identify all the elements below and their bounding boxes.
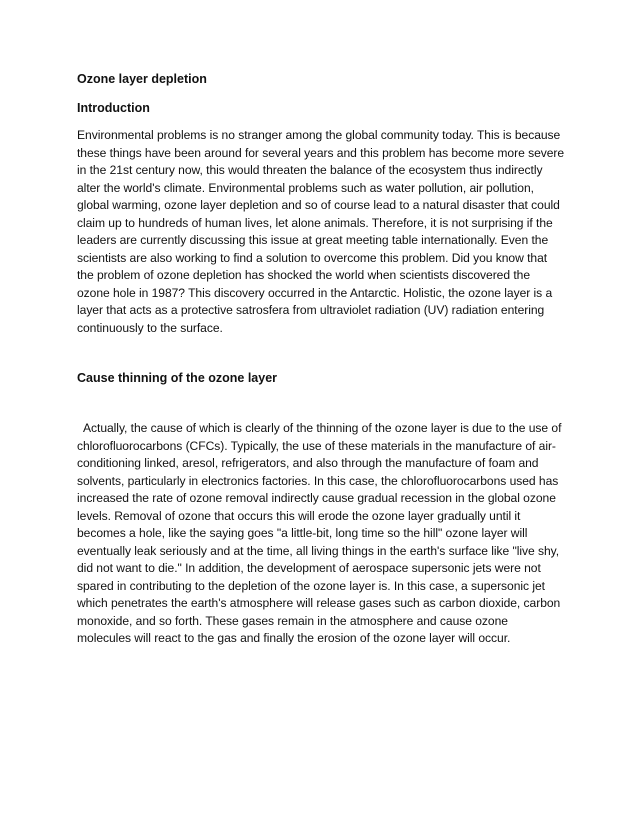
document-title: Ozone layer depletion <box>77 72 207 86</box>
introduction-heading: Introduction <box>77 101 150 115</box>
document-body <box>77 71 565 648</box>
cause-section-heading: Cause thinning of the ozone layer <box>77 371 278 385</box>
cause-paragraph: Actually, the cause of which is clearly of the thinning of the ozone layer is due to the use of chlorofluorocarbons (CFCs). Typically, the use of these materials in the manufacture of air-conditioning linked, aresol, refrigerators, and also through the manufacture of foam and solvents, particularly in electronics factories. In this case, the chlorofluorocarbons used has increased the rate of ozone removal indirectly cause gradual recession in the global ozone levels. Removal of ozone that occurs this will erode the ozone layer gradually until it becomes a hole, like the saying goes "a little-bit, long time so the hill" ozone layer will eventually leak seriously and at the time, all living things in the earth's surface like "live shy, did not want to die." In addition, the development of aerospace supersonic jets were not spared in contributing to the depletion of the ozone layer is. In this case, a supersonic jet which penetrates the earth's atmosphere will release gases such as carbon dioxide, carbon monoxide, and so forth. These gases remain in the atmosphere and cause ozone molecules will react to the gas and finally the erosion of the ozone layer will occur. <box>77 421 562 645</box>
introduction-paragraph: Environmental problems is no stranger among the global community today. This is because these things have been around for several years and this problem has become more severe in the 21st century now, this would threaten the balance of the ecosystem thus indirectly alter the world's climate. Environmental problems such as water pollution, air pollution, global warming, ozone layer depletion and so of course lead to a natural disaster that could claim up to hundreds of human lives, let alone animals. Therefore, it is not surprising if the leaders are currently discussing this issue at great meeting table internationally. Even the scientists are also working to find a solution to overcome this problem. Did you know that the problem of ozone depletion has shocked the world when scientists discovered the ozone hole in 1987? This discovery occurred in the Antarctic. Holistic, the ozone layer is a layer that acts as a protective satrosfera from ultraviolet radiation (UV) radiation entering continuously to the surface. <box>77 128 565 335</box>
